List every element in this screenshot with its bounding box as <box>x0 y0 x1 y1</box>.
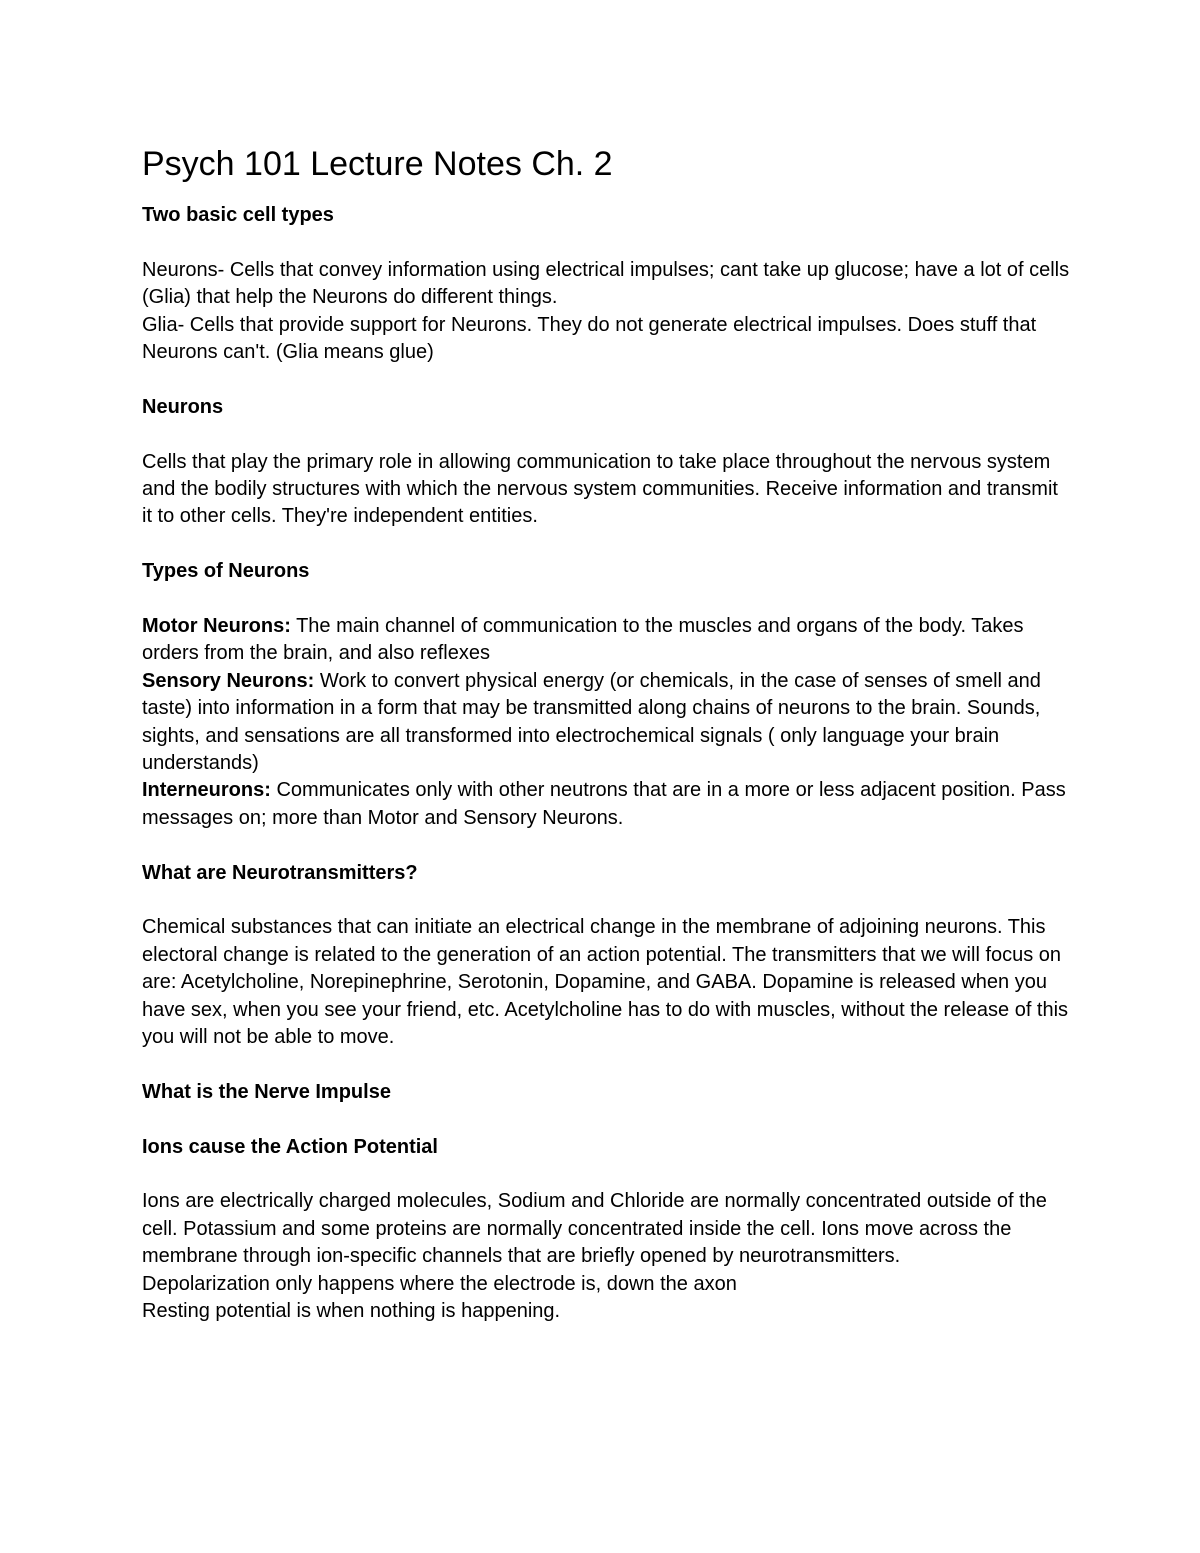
paragraph-glia-definition: Glia- Cells that provide support for Neurons. They do not generate electrical impulses. Does stuff that Neurons can't. (Glia means glue) <box>142 313 1037 364</box>
list-item-sensory-neurons <box>142 668 1072 778</box>
section-heading-two-basic-cell-types: Two basic cell types <box>142 204 334 226</box>
section-heading-neurotransmitters: What are Neurotransmitters? <box>142 861 418 884</box>
paragraph-neurotransmitters: Chemical substances that can initiate an electrical change in the membrane of adjoining neurons. This electoral change is related to the generation of an action potential. The transmitters that we will focus on are: Acetylcholine, Norepinephrine, Serotonin, Dopamine, and GABA. Dopamine is released when you have sex, when you see your friend, etc. Acetylcholine has to do with muscles, without the release of this you will not be able to move. <box>142 916 1069 1049</box>
term-label: Motor Neurons: <box>142 615 291 638</box>
document-page <box>142 140 1072 1326</box>
section-body-types-of-neurons <box>142 613 1072 832</box>
list-item-interneurons <box>142 777 1072 832</box>
paragraph-ions: Ions are electrically charged molecules, Sodium and Chloride are normally concentrated outside of the cell. Potassium and some proteins are normally concentrated inside the cell. Ions move across the membrane through ion-specific channels that are briefly opened by neurotransmitters. <box>142 1190 1047 1268</box>
paragraph-neurons-definition: Neurons- Cells that convey information using electrical impulses; cant take up glucose; have a lot of cells (Glia) that help the Neurons do different things. <box>142 258 1070 309</box>
section-heading-types-of-neurons: Types of Neurons <box>142 560 310 583</box>
section-heading-action-potential: Ions cause the Action Potential <box>142 1135 438 1158</box>
paragraph-depolarization: Depolarization only happens where the electrode is, down the axon <box>142 1272 737 1295</box>
term-label: Interneurons: <box>142 779 271 802</box>
section-body-neurons <box>142 449 1072 531</box>
section-heading-neurons: Neurons <box>142 395 224 418</box>
term-text: Work to convert physical energy (or chemicals, in the case of senses of smell and taste) into information in a form that may be transmitted along chains of neurons to the brain. Sounds, sights, and sensations are all transformed into electrochemical signals ( only language your brain understands) <box>142 669 1041 775</box>
section-body-action-potential <box>142 1188 1072 1325</box>
term-text: The main channel of communication to the muscles and organs of the body. Takes orders from the brain, and also reflexes <box>142 615 1024 665</box>
section-body-cell-types <box>142 257 1072 367</box>
paragraph-resting-potential: Resting potential is when nothing is happening. <box>142 1300 561 1323</box>
list-item-motor-neurons <box>142 613 1072 668</box>
term-text: Communicates only with other neutrons that are in a more or less adjacent position. Pass messages on; more than Motor and Sensory Neurons. <box>142 779 1066 829</box>
paragraph-neurons-description: Cells that play the primary role in allowing communication to take place throughout the nervous system and the bodily structures with which the nervous system communities. Receive information and transmit it to other cells. They're independent entities. <box>142 450 1058 528</box>
term-label: Sensory Neurons: <box>142 669 315 692</box>
section-body-neurotransmitters <box>142 914 1072 1051</box>
section-heading-nerve-impulse: What is the Nerve Impulse <box>142 1080 391 1103</box>
page-title: Psych 101 Lecture Notes Ch. 2 <box>142 145 613 183</box>
